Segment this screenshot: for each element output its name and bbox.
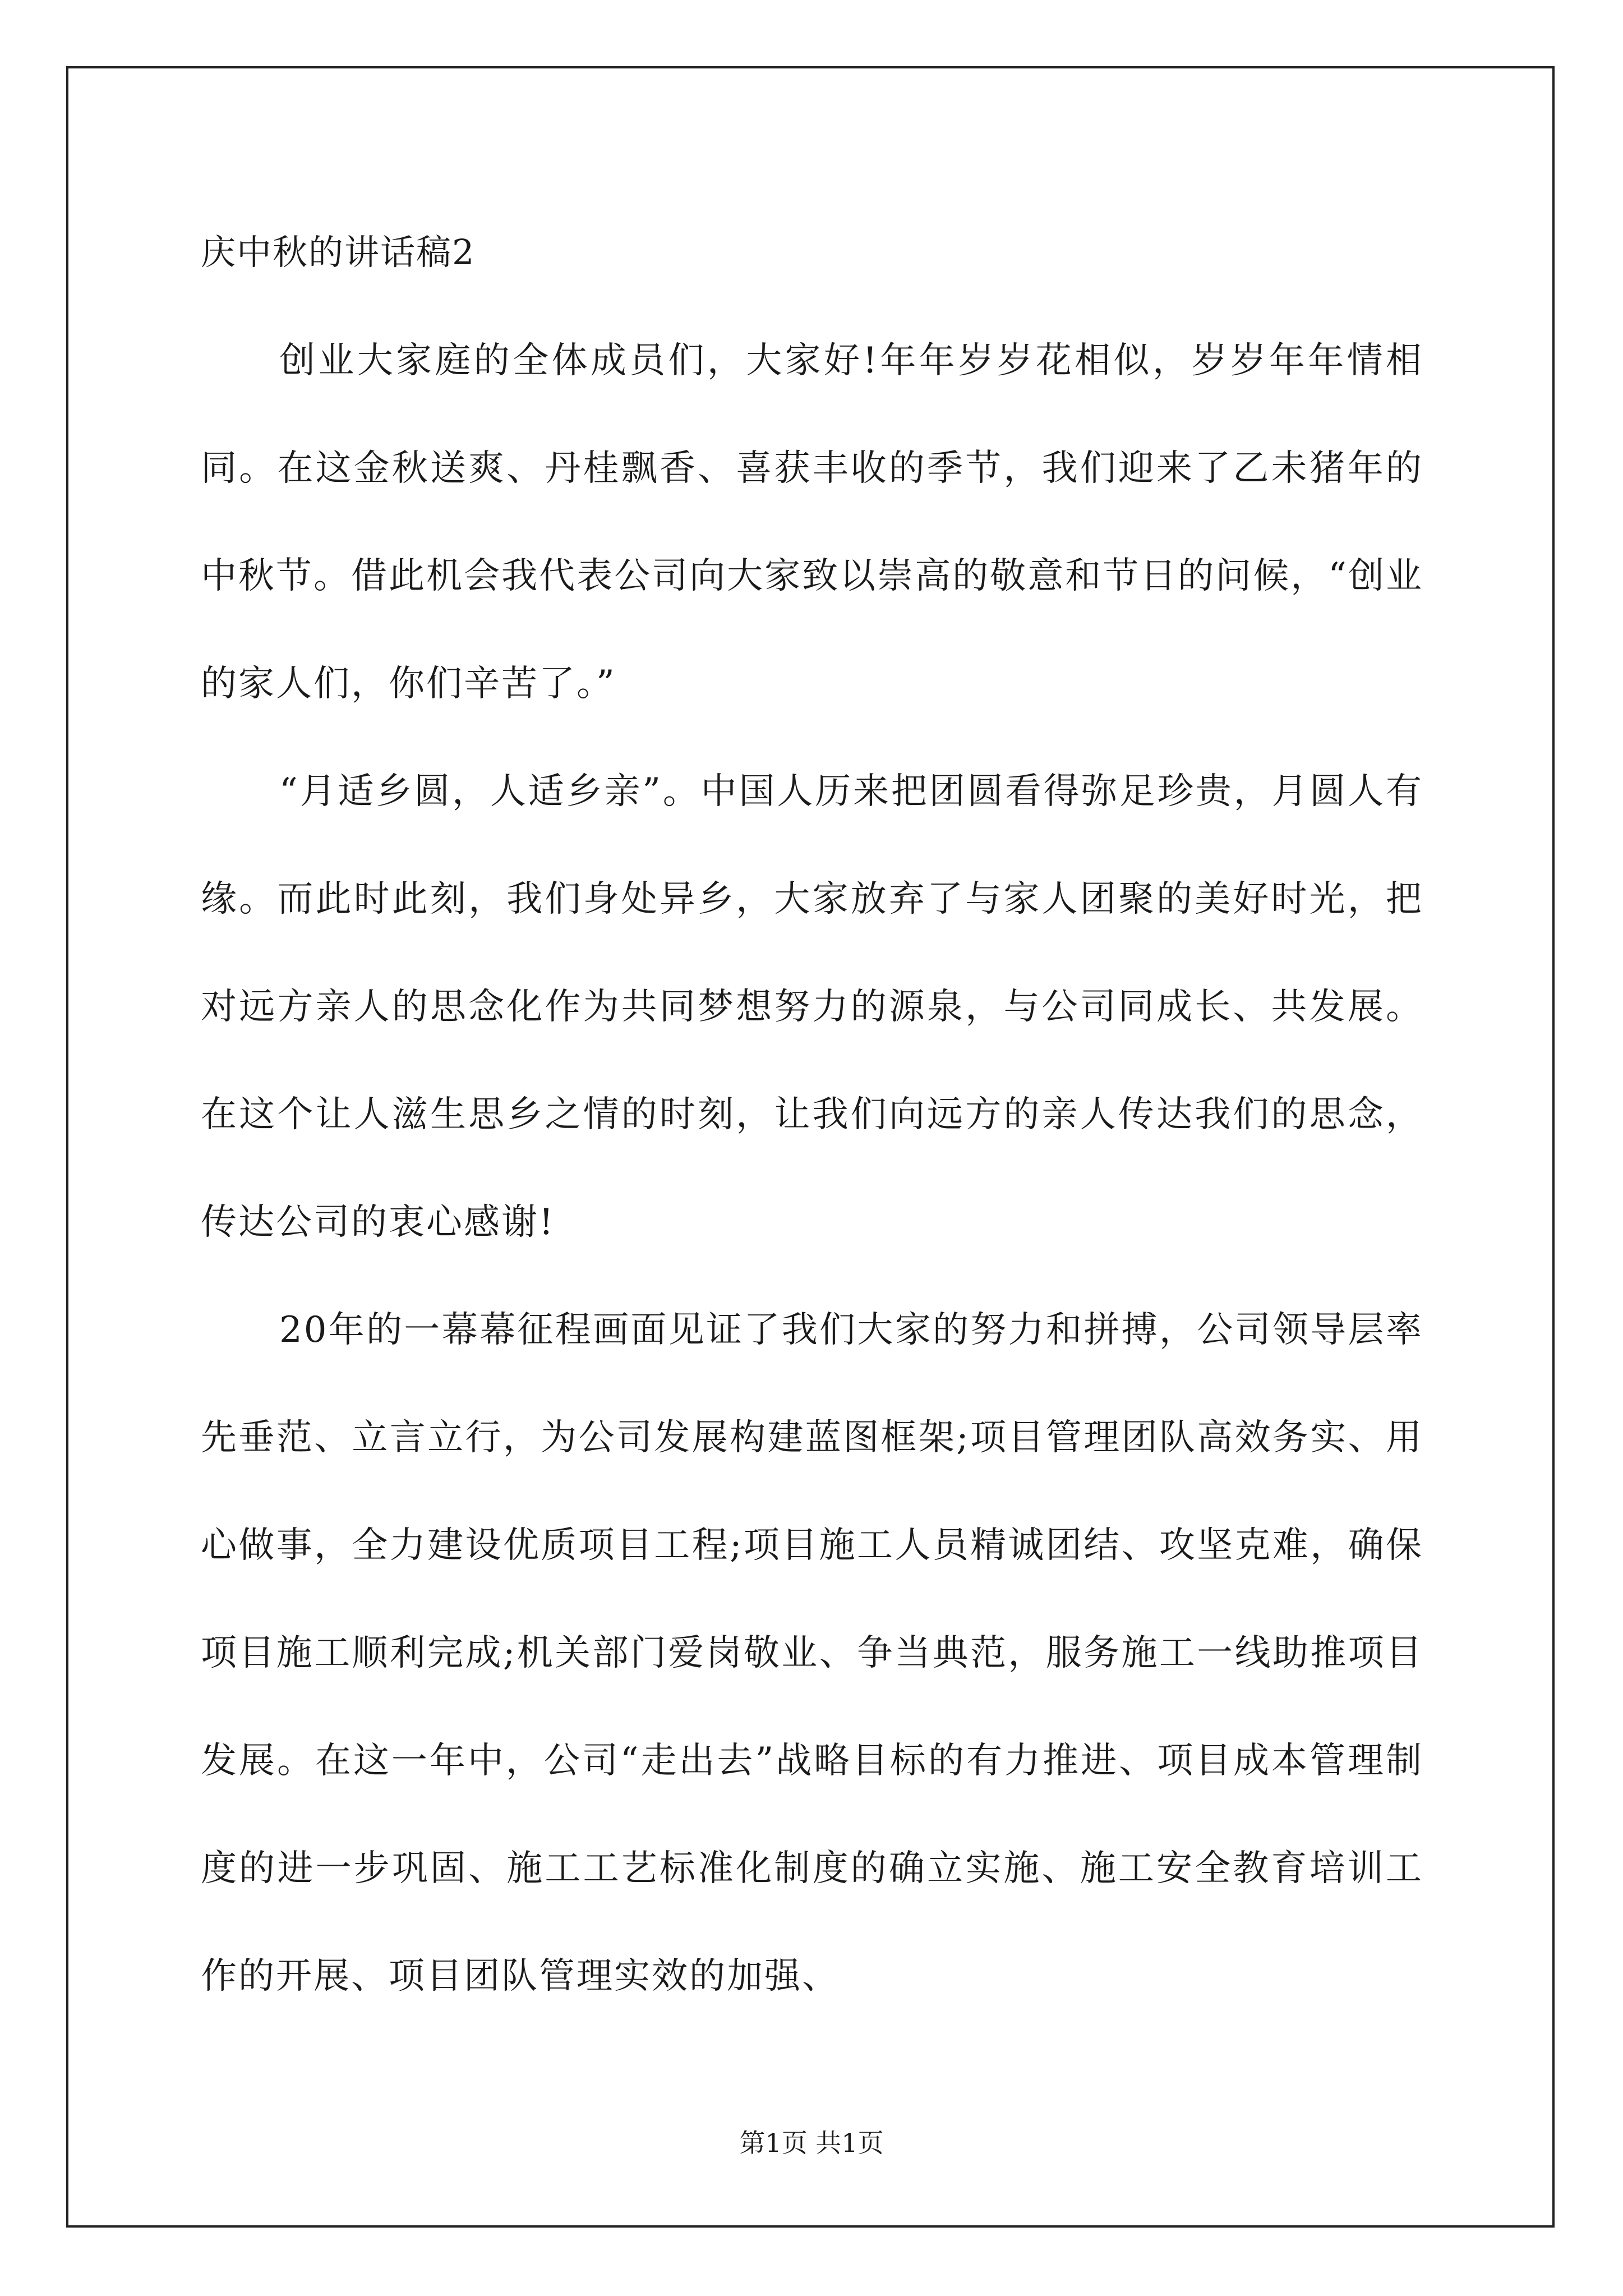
paragraph-2: “月适乡圆，人适乡亲”。中国人历来把团圆看得弥足珍贵，月圆人有缘。而此时此刻，我们身处异乡，大家放弃了与家人团聚的美好时光，把对远方亲人的思念化作为共同梦想努力的源泉，与公司同成长、共发展。在这个让人滋生思乡之情的时刻，让我们向远方的亲人传达我们的思念，传达公司的衷心感谢! [201, 771, 1423, 1243]
document-body [201, 222, 1423, 2030]
page-number-footer: 第1页 共1页 [739, 2128, 884, 2158]
document-title: 庆中秋的讲话稿2 [201, 232, 476, 273]
paragraph-3: 20年的一幕幕征程画面见证了我们大家的努力和拼搏，公司领导层率先垂范、立言立行，为公司发展构建蓝图框架;项目管理团队高效务实、用心做事，全力建设优质项目工程;项目施工人员精诚团结、攻坚克难，确保项目施工顺利完成;机关部门爱岗敬业、争当典范，服务施工一线助推项目发展。在这一年中，公司“走出去”战略目标的有力推进、项目成本管理制度的进一步巩固、施工工艺标准化制度的确立实施、施工安全教育培训工作的开展、项目团队管理实效的加强、 [201, 1309, 1423, 1997]
paragraph-1: 创业大家庭的全体成员们，大家好!年年岁岁花相似，岁岁年年情相同。在这金秋送爽、丹桂飘香、喜获丰收的季节，我们迎来了乙未猪年的中秋节。借此机会我代表公司向大家致以崇高的敬意和节日的问候，“创业的家人们，你们辛苦了。” [201, 340, 1423, 705]
